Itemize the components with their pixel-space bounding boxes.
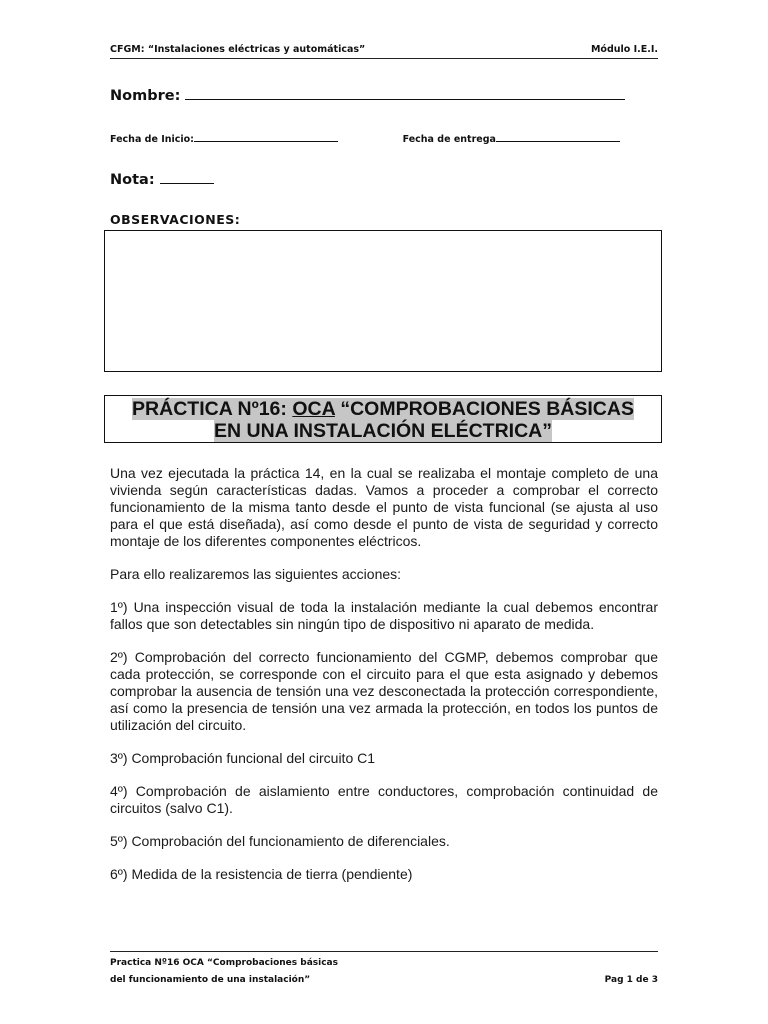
dates-row [110,134,620,145]
title-line-2: EN UNA INSTALACIÓN ELÉCTRICA” [214,420,552,442]
title-line1-rest: “COMPROBACIONES BÁSICAS [340,398,634,420]
footer-title-2: del funcionamiento de una instalación” [110,975,311,985]
page-number: Pag 1 de 3 [604,975,658,985]
title-line-1 [132,398,634,420]
practice-title [104,395,662,443]
action-item-2: 2º) Comprobación del correcto funcionamiento del CGMP, debemos comprobar que cada protección, se corresponde con el circuito para el que esta asignado y debemos comprobar la ausencia de tensión una vez desconectada la protección correspondiente, así como la presencia de tensión una vez armada la protección, en todos los puntos de utilización del circuito. [110,649,658,733]
grade-row [110,172,214,188]
header-course: CFGM: “Instalaciones eléctricas y automáticas” [110,44,366,55]
title-prefix: PRÁCTICA Nº16: [132,398,287,420]
action-item-3: 3º) Comprobación funcional del circuito C1 [110,750,376,766]
grade-blank[interactable] [160,183,214,184]
due-date-blank[interactable] [496,141,620,142]
footer-title-1: Practica Nº16 OCA “Comprobaciones básicas [110,958,338,968]
name-row [110,88,625,104]
name-blank[interactable] [185,99,625,100]
page-header [110,44,658,59]
header-module: Módulo I.E.I. [590,44,658,55]
observations-label: OBSERVACIONES: [110,212,241,227]
action-item-1: 1º) Una inspección visual de toda la instalación mediante la cual debemos encontrar fallos que son detectables sin ningún tipo de dispositivo ni aparato de medida. [110,599,658,632]
title-code: OCA [292,398,335,420]
intro-paragraph: Una vez ejecutada la práctica 14, en la cual se realizaba el montaje completo de una vivienda según características dadas. Vamos a proceder a comprobar el correcto funcionamiento de la misma tanto desde el punto de vista funcional (se ajusta al uso para el que está diseñada), así como desde el punto de vista de seguridad y correcto montaje de los diferentes componentes eléctricos. [110,465,658,549]
name-label: Nombre: [110,88,181,104]
due-date-label: Fecha de entrega [402,134,496,145]
start-date-label: Fecha de Inicio: [110,134,194,145]
observations-box[interactable] [104,230,662,372]
page-footer [110,951,658,989]
body-text [110,465,658,899]
actions-intro: Para ello realizaremos las siguientes acciones: [110,566,402,582]
grade-label: Nota: [110,172,155,188]
action-item-6: 6º) Medida de la resistencia de tierra (pendiente) [110,866,413,882]
action-item-4: 4º) Comprobación de aislamiento entre conductores, comprobación continuidad de circuitos (salvo C1). [110,783,658,816]
action-item-5: 5º) Comprobación del funcionamiento de diferenciales. [110,833,450,849]
start-date-blank[interactable] [194,141,338,142]
